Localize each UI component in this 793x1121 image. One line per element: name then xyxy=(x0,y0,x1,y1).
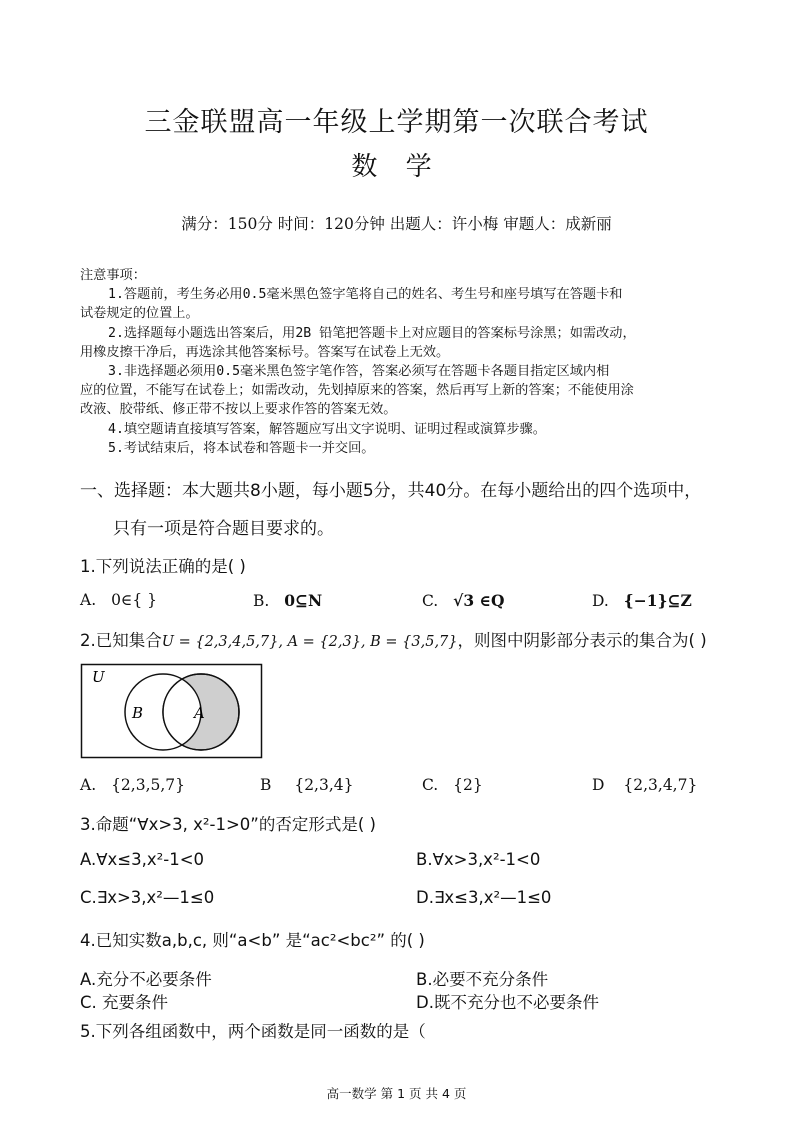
q4-option-c: C. 充要条件 xyxy=(80,993,169,1012)
option-math: {2,3,4,7} xyxy=(623,776,698,794)
q3-option-b: B.∀x>3,x²-1<0 xyxy=(416,850,541,869)
notes-block xyxy=(80,266,720,458)
q2-stem-math: U = {2,3,4,5,7}, A = {2,3}, B = {3,5,7} xyxy=(161,634,458,650)
venn-label-a: A xyxy=(194,704,205,722)
notes-heading: 注意事项： xyxy=(80,268,146,283)
notes-line: 改液、胶带纸、修正带不按以上要求作答的答案无效。 xyxy=(80,402,397,418)
venn-label-u: U xyxy=(92,668,105,686)
option-label: C. xyxy=(422,776,439,794)
section-heading: 一、选择题：本大题共8小题，每小题5分，共40分。在每小题给出的四个选项中， xyxy=(80,481,702,501)
q2-option-c xyxy=(422,776,483,794)
option-math: 0∈{ } xyxy=(111,591,158,609)
subject-title: 数 学 xyxy=(351,152,442,182)
q2-stem-suffix: ，则图中阴影部分表示的集合为( ) xyxy=(457,631,707,650)
question-1-stem: 1.下列说法正确的是( ) xyxy=(80,557,246,576)
q2-stem-prefix: 2.已知集合 xyxy=(80,631,162,650)
option-math: 0⊆N xyxy=(284,591,323,610)
q1-option-b xyxy=(253,591,322,610)
q4-option-a: A.充分不必要条件 xyxy=(80,970,212,989)
option-label: B. xyxy=(253,592,270,610)
q2-option-b xyxy=(260,776,354,794)
question-2-stem xyxy=(80,627,707,651)
page-footer: 高一数学 第 1 页 共 4 页 xyxy=(326,1086,467,1101)
q3-option-a: A.∀x≤3,x²-1<0 xyxy=(80,850,205,869)
option-label: C. xyxy=(422,592,439,610)
q1-option-c xyxy=(422,591,505,610)
option-label: B xyxy=(260,776,272,794)
section-heading-cont: 只有一项是符合题目要求的。 xyxy=(113,519,334,539)
q1-option-a xyxy=(80,591,157,609)
option-label: D xyxy=(592,776,605,794)
notes-line: 3.非选择题必须用0.5毫米黑色签字笔作答，答案必须写在答题卡各题目指定区域内相 xyxy=(108,364,610,380)
exam-meta: 满分：150分 时间：120分钟 出题人：许小梅 审题人：成新丽 xyxy=(181,215,612,233)
q3-option-d: D.∃x≤3,x²—1≤0 xyxy=(416,888,552,907)
venn-diagram xyxy=(80,663,264,759)
option-label: A. xyxy=(80,776,97,794)
option-math: {2,3,4} xyxy=(294,776,354,794)
q1-option-d xyxy=(592,591,692,610)
option-math: {2,3,5,7} xyxy=(111,776,186,794)
exam-title: 三金联盟高一年级上学期第一次联合考试 xyxy=(144,107,649,138)
option-math: √3 ∈Q xyxy=(453,591,505,610)
q2-option-d xyxy=(592,776,697,794)
notes-line: 1.答题前，考生务必用0.5毫米黑色签字笔将自己的姓名、考生号和座号填写在答题卡和 xyxy=(108,287,623,303)
q4-option-b: B.必要不充分条件 xyxy=(416,970,549,989)
question-5-stem: 5.下列各组函数中，两个函数是同一函数的是（ xyxy=(80,1022,426,1041)
q4-option-d: D.既不充分也不必要条件 xyxy=(416,993,599,1012)
question-3-stem: 3.命题“∀x>3, x²-1>0”的否定形式是( ) xyxy=(80,815,376,834)
option-math: {2} xyxy=(453,776,483,794)
option-math: {−1}⊆Z xyxy=(623,591,692,610)
venn-label-b: B xyxy=(132,704,144,722)
notes-line: 5.考试结束后，将本试卷和答题卡一并交回。 xyxy=(108,440,375,456)
question-4-stem: 4.已知实数a,b,c, 则“a<b” 是“ac²<bc²” 的( ) xyxy=(80,931,425,950)
notes-line: 用橡皮擦干净后，再选涂其他答案标号。答案写在试卷上无效。 xyxy=(80,344,450,360)
notes-line: 2.选择题每小题选出答案后，用2B 铅笔把答题卡上对应题目的答案标号涂黑；如需改动， xyxy=(108,325,636,341)
q3-option-c: C.∃x>3,x²—1≤0 xyxy=(80,888,215,907)
notes-line: 4.填空题请直接填写答案，解答题应写出文字说明、证明过程或演算步骤。 xyxy=(108,421,546,437)
option-label: D. xyxy=(592,592,609,610)
q2-option-a xyxy=(80,776,185,794)
option-label: A. xyxy=(80,591,97,609)
notes-line: 应的位置，不能写在试卷上；如需改动，先划掉原来的答案，然后再写上新的答案；不能使用涂 xyxy=(80,383,634,399)
notes-line: 试卷规定的位置上。 xyxy=(80,306,199,322)
